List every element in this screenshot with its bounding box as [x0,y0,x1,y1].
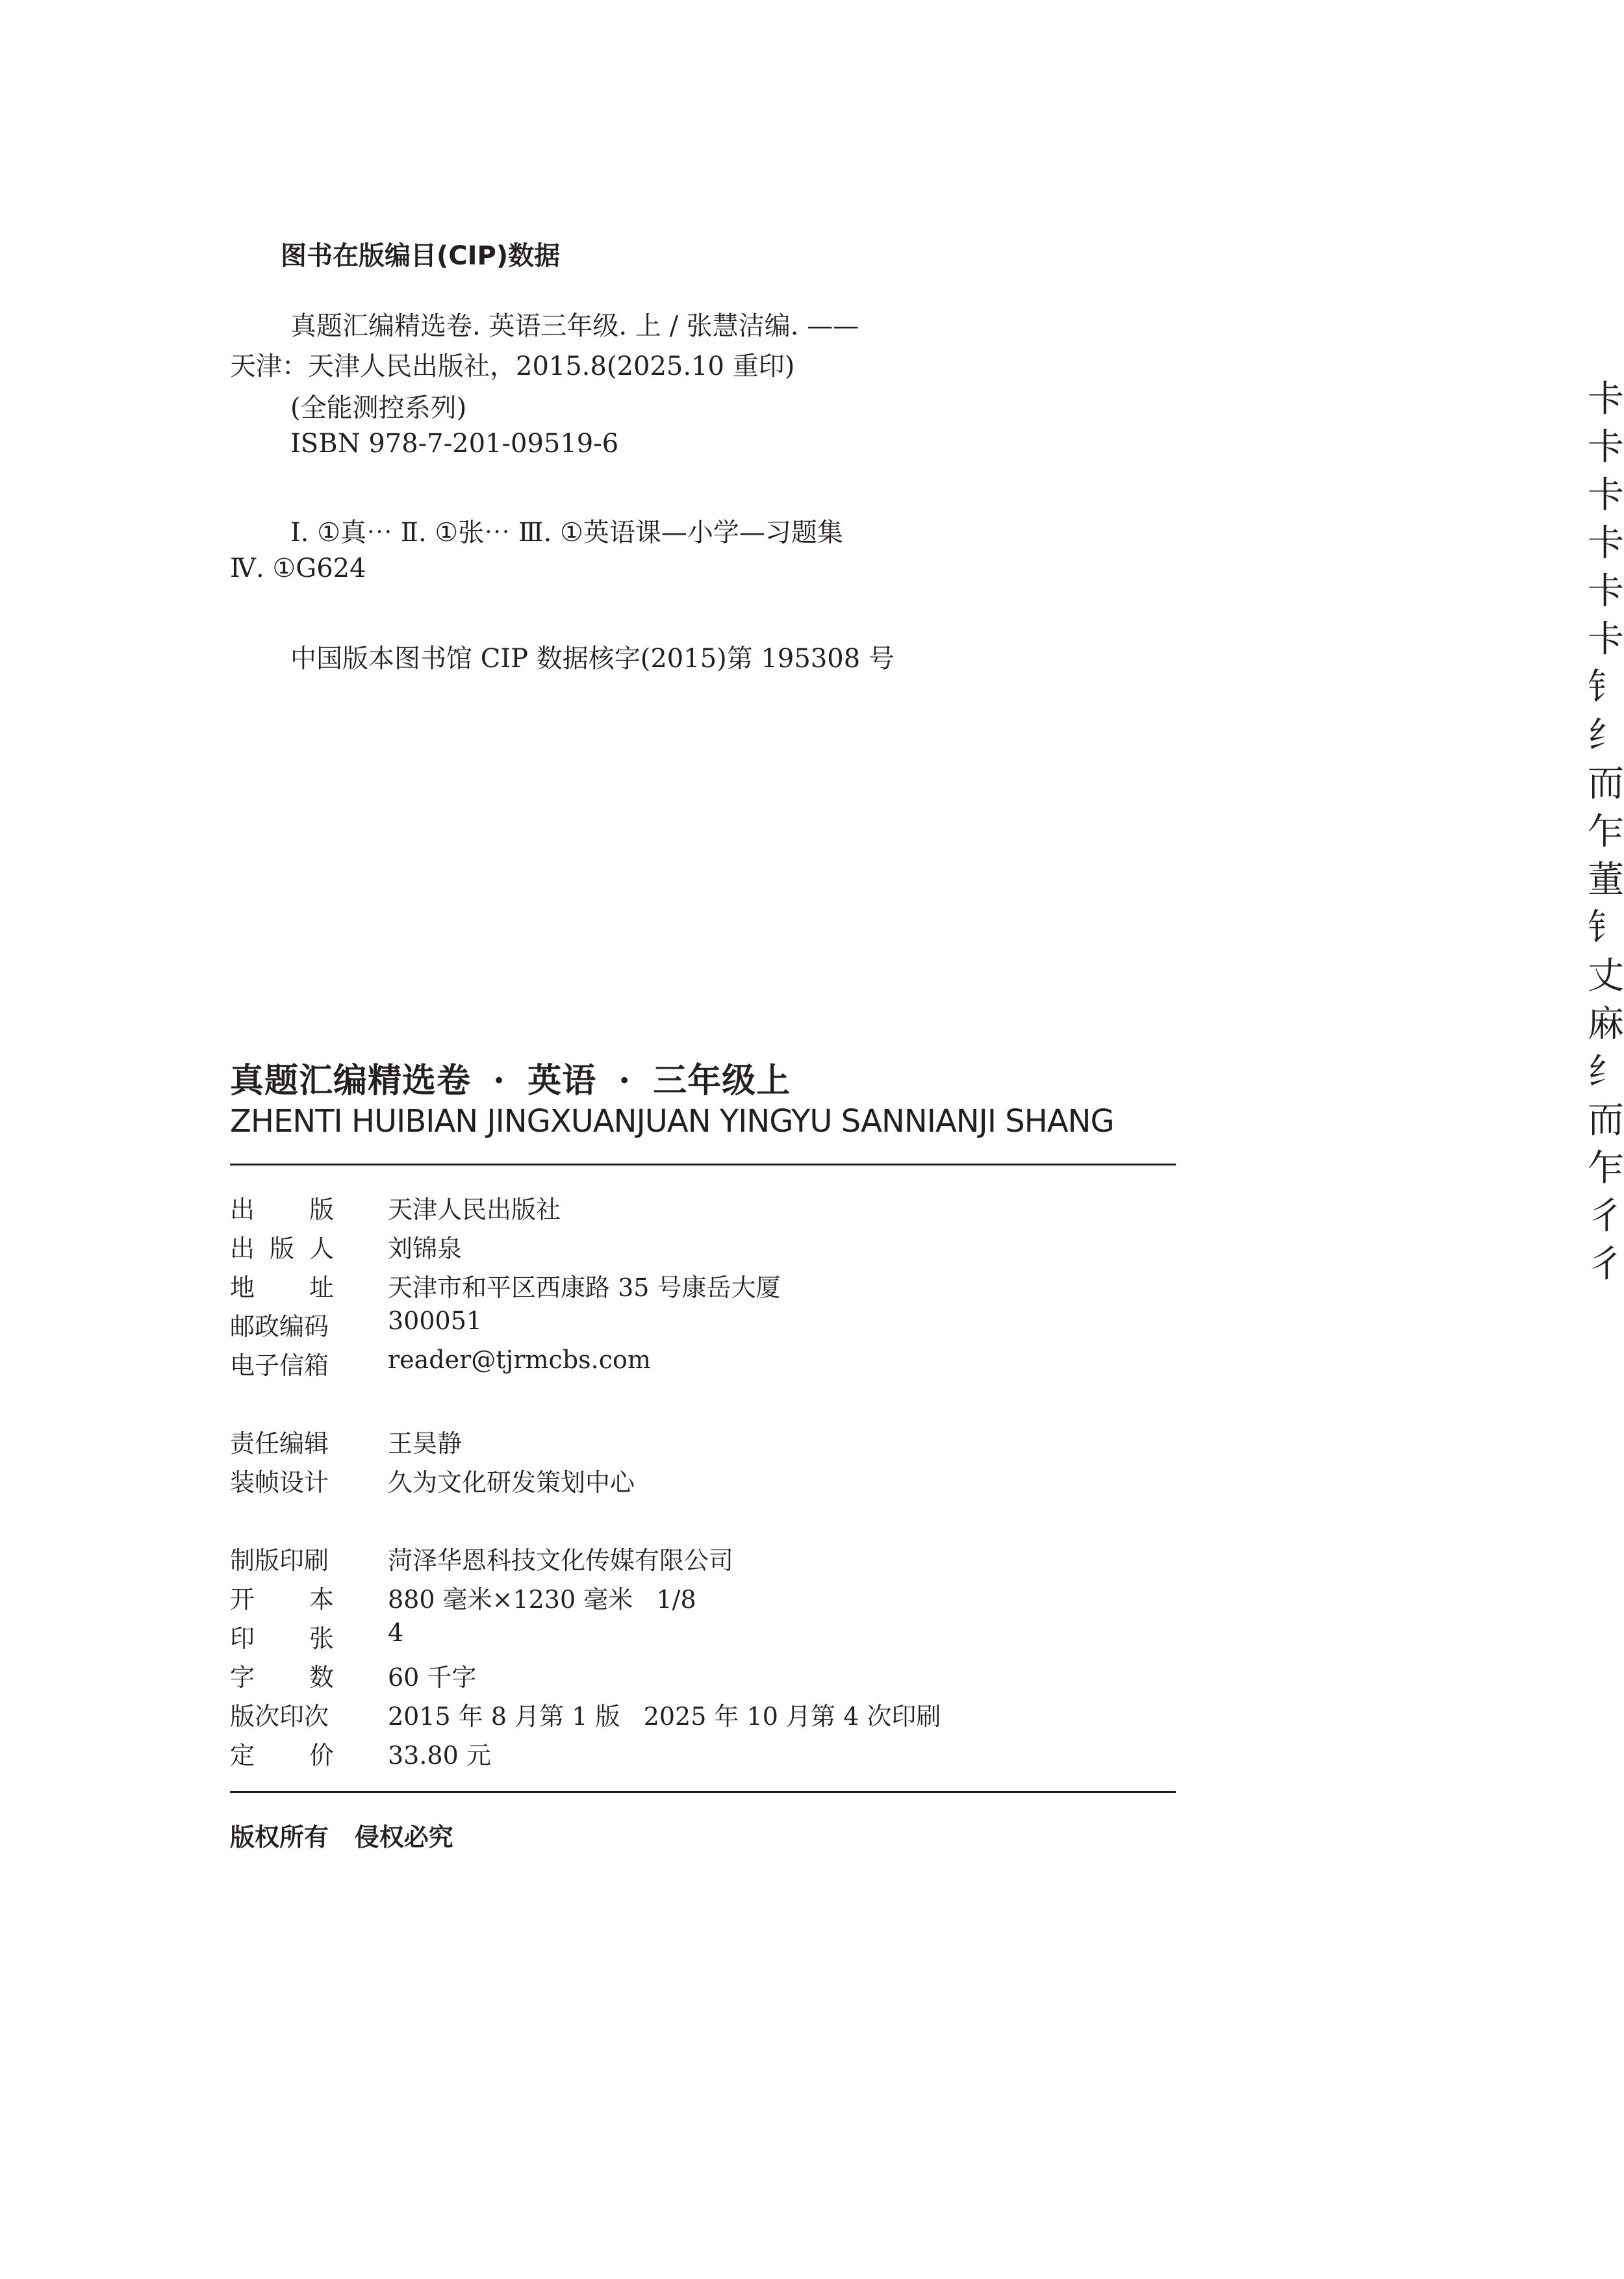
label-char: 定 [230,1741,255,1770]
cip-line-title: 真题汇编精选卷. 英语三年级. 上 / 张慧洁编. —— [290,311,859,341]
info-value: 60 千字 [388,1663,477,1692]
label-char: 字 [230,1663,255,1692]
info-value: 王昊静 [388,1429,463,1458]
book-title-pinyin: ZHENTI HUIBIAN JINGXUANJUAN YINGYU SANNIANJI SHANG [230,1103,1114,1140]
divider-top [230,1164,1176,1165]
label-char: 版 [309,1195,334,1224]
label-char: 张 [309,1624,334,1653]
cip-line-record-number: 中国版本图书馆 CIP 数据核字(2015)第 195308 号 [290,644,894,674]
cip-line-classification: Ⅰ. ①真⋯ Ⅱ. ①张⋯ Ⅲ. ①英语课—小学—习题集 [290,518,843,548]
edge-fragment: 卡 [1588,474,1624,516]
info-label: 装帧设计 [230,1468,329,1497]
edge-fragment: 卡 [1588,378,1624,420]
edge-fragment: 乍 [1588,811,1624,853]
info-value: 刘锦泉 [388,1234,463,1263]
info-value: 2015 年 8 月第 1 版 2025 年 10 月第 4 次印刷 [388,1702,941,1731]
label-char: 开 [230,1585,255,1614]
edge-fragment: 丈 [1588,955,1624,997]
cip-heading: 图书在版编目(CIP)数据 [281,241,561,271]
title-part-subject: 英语 [527,1061,597,1101]
edge-fragment: 卡 [1588,426,1624,468]
cip-line-isbn: ISBN 978-7-201-09519-6 [290,429,619,459]
edge-fragment: 纟 [1588,1051,1624,1093]
price-value: 33.80 元 [388,1741,491,1770]
label-char: 版 [269,1234,294,1263]
info-label [230,1618,334,1654]
info-label [230,1267,334,1303]
cip-line-series: (全能测控系列) [290,393,467,423]
info-value: 300051 [388,1306,483,1335]
edge-fragment: 麻 [1588,1003,1624,1045]
info-label: 制版印刷 [230,1546,329,1575]
info-value: 天津市和平区西康路 35 号康岳大厦 [388,1273,781,1302]
label-char: 人 [309,1234,334,1263]
cip-line-publisher: 天津：天津人民出版社，2015.8(2025.10 重印) [230,351,795,381]
edge-fragment: 卡 [1588,570,1624,613]
info-label [230,1735,334,1771]
edge-fragment: 纟 [1588,715,1624,757]
label-char: 址 [309,1273,334,1302]
edge-fragment: 董 [1588,859,1624,901]
info-label: 责任编辑 [230,1429,329,1458]
copyright-notice: 版权所有 侵权必究 [230,1823,453,1852]
label-char: 出 [230,1234,255,1263]
email-value: reader@tjrmcbs.com [388,1345,651,1374]
info-label [230,1579,334,1615]
edge-fragment: 而 [1588,1099,1624,1141]
info-label [230,1229,334,1264]
info-label: 电子信箱 [230,1351,329,1380]
edge-fragment: 卡 [1588,522,1624,565]
info-value: 天津人民出版社 [388,1195,561,1224]
label-char: 本 [309,1585,334,1614]
edge-fragment: 彳 [1588,1243,1624,1286]
label-char: 价 [309,1741,334,1770]
info-label: 版次印次 [230,1702,329,1731]
edge-fragment: 乍 [1588,1147,1624,1190]
edge-fragment: 而 [1588,763,1624,805]
info-label [230,1190,334,1225]
title-separator: · [493,1061,506,1101]
book-title-cn [230,1053,791,1102]
label-char: 数 [309,1663,334,1692]
edge-fragment: 卡 [1588,618,1624,661]
edge-fragment: 钅 [1588,667,1624,709]
label-char: 出 [230,1195,255,1224]
edge-fragment: 钅 [1588,907,1624,949]
info-value: 880 毫米×1230 毫米 1/8 [388,1585,696,1614]
title-part-series: 真题汇编精选卷 [230,1061,472,1101]
label-char: 印 [230,1624,255,1653]
info-value: 久为文化研发策划中心 [388,1468,635,1497]
info-value: 4 [388,1618,404,1647]
cip-line-clc: Ⅳ. ①G624 [230,554,366,583]
info-label [230,1657,334,1693]
info-label: 邮政编码 [230,1312,329,1341]
edge-fragment: 彳 [1588,1195,1624,1238]
label-char: 地 [230,1273,255,1302]
divider-bottom [230,1791,1176,1793]
title-part-grade: 三年级上 [653,1061,791,1101]
title-separator: · [618,1061,631,1101]
info-value: 菏泽华恩科技文化传媒有限公司 [388,1546,734,1575]
